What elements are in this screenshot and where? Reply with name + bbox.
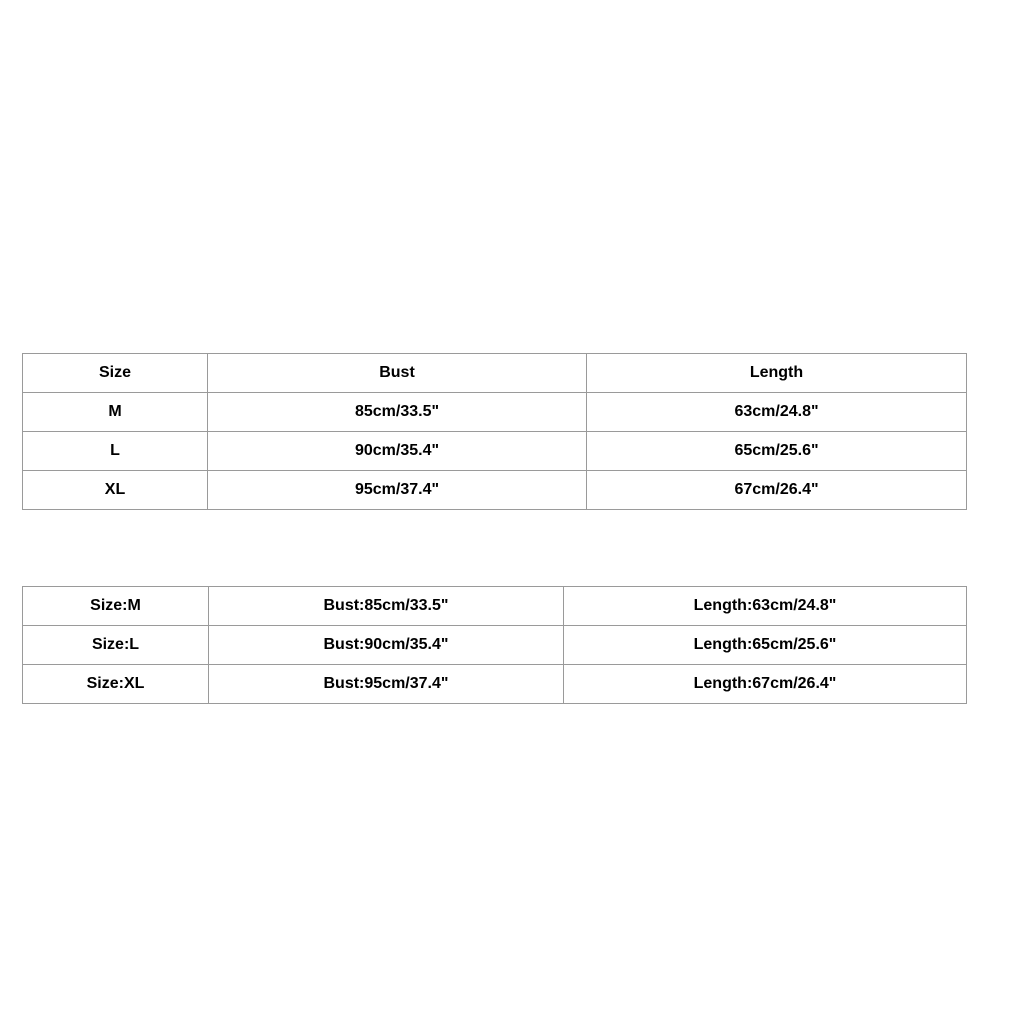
cell-bust: 90cm/35.4" xyxy=(208,432,587,471)
cell-length: Length:65cm/25.6" xyxy=(564,626,967,665)
table-row xyxy=(23,432,967,471)
size-summary-table xyxy=(22,586,967,704)
table-row xyxy=(23,587,967,626)
table-row xyxy=(23,471,967,510)
cell-bust: Bust:85cm/33.5" xyxy=(209,587,564,626)
cell-length: 67cm/26.4" xyxy=(587,471,967,510)
table-row xyxy=(23,665,967,704)
cell-size: Size:L xyxy=(23,626,209,665)
cell-length: 63cm/24.8" xyxy=(587,393,967,432)
cell-length: Length:63cm/24.8" xyxy=(564,587,967,626)
table-header-row xyxy=(23,354,967,393)
cell-bust: Bust:95cm/37.4" xyxy=(209,665,564,704)
cell-size: Size:XL xyxy=(23,665,209,704)
cell-length: 65cm/25.6" xyxy=(587,432,967,471)
cell-bust: 85cm/33.5" xyxy=(208,393,587,432)
header-bust: Bust xyxy=(208,354,587,393)
header-length: Length xyxy=(587,354,967,393)
cell-size: L xyxy=(23,432,208,471)
cell-length: Length:67cm/26.4" xyxy=(564,665,967,704)
cell-size: M xyxy=(23,393,208,432)
cell-bust: 95cm/37.4" xyxy=(208,471,587,510)
size-chart-table xyxy=(22,353,967,510)
table-row xyxy=(23,626,967,665)
header-size: Size xyxy=(23,354,208,393)
cell-size: Size:M xyxy=(23,587,209,626)
cell-size: XL xyxy=(23,471,208,510)
table-row xyxy=(23,393,967,432)
cell-bust: Bust:90cm/35.4" xyxy=(209,626,564,665)
